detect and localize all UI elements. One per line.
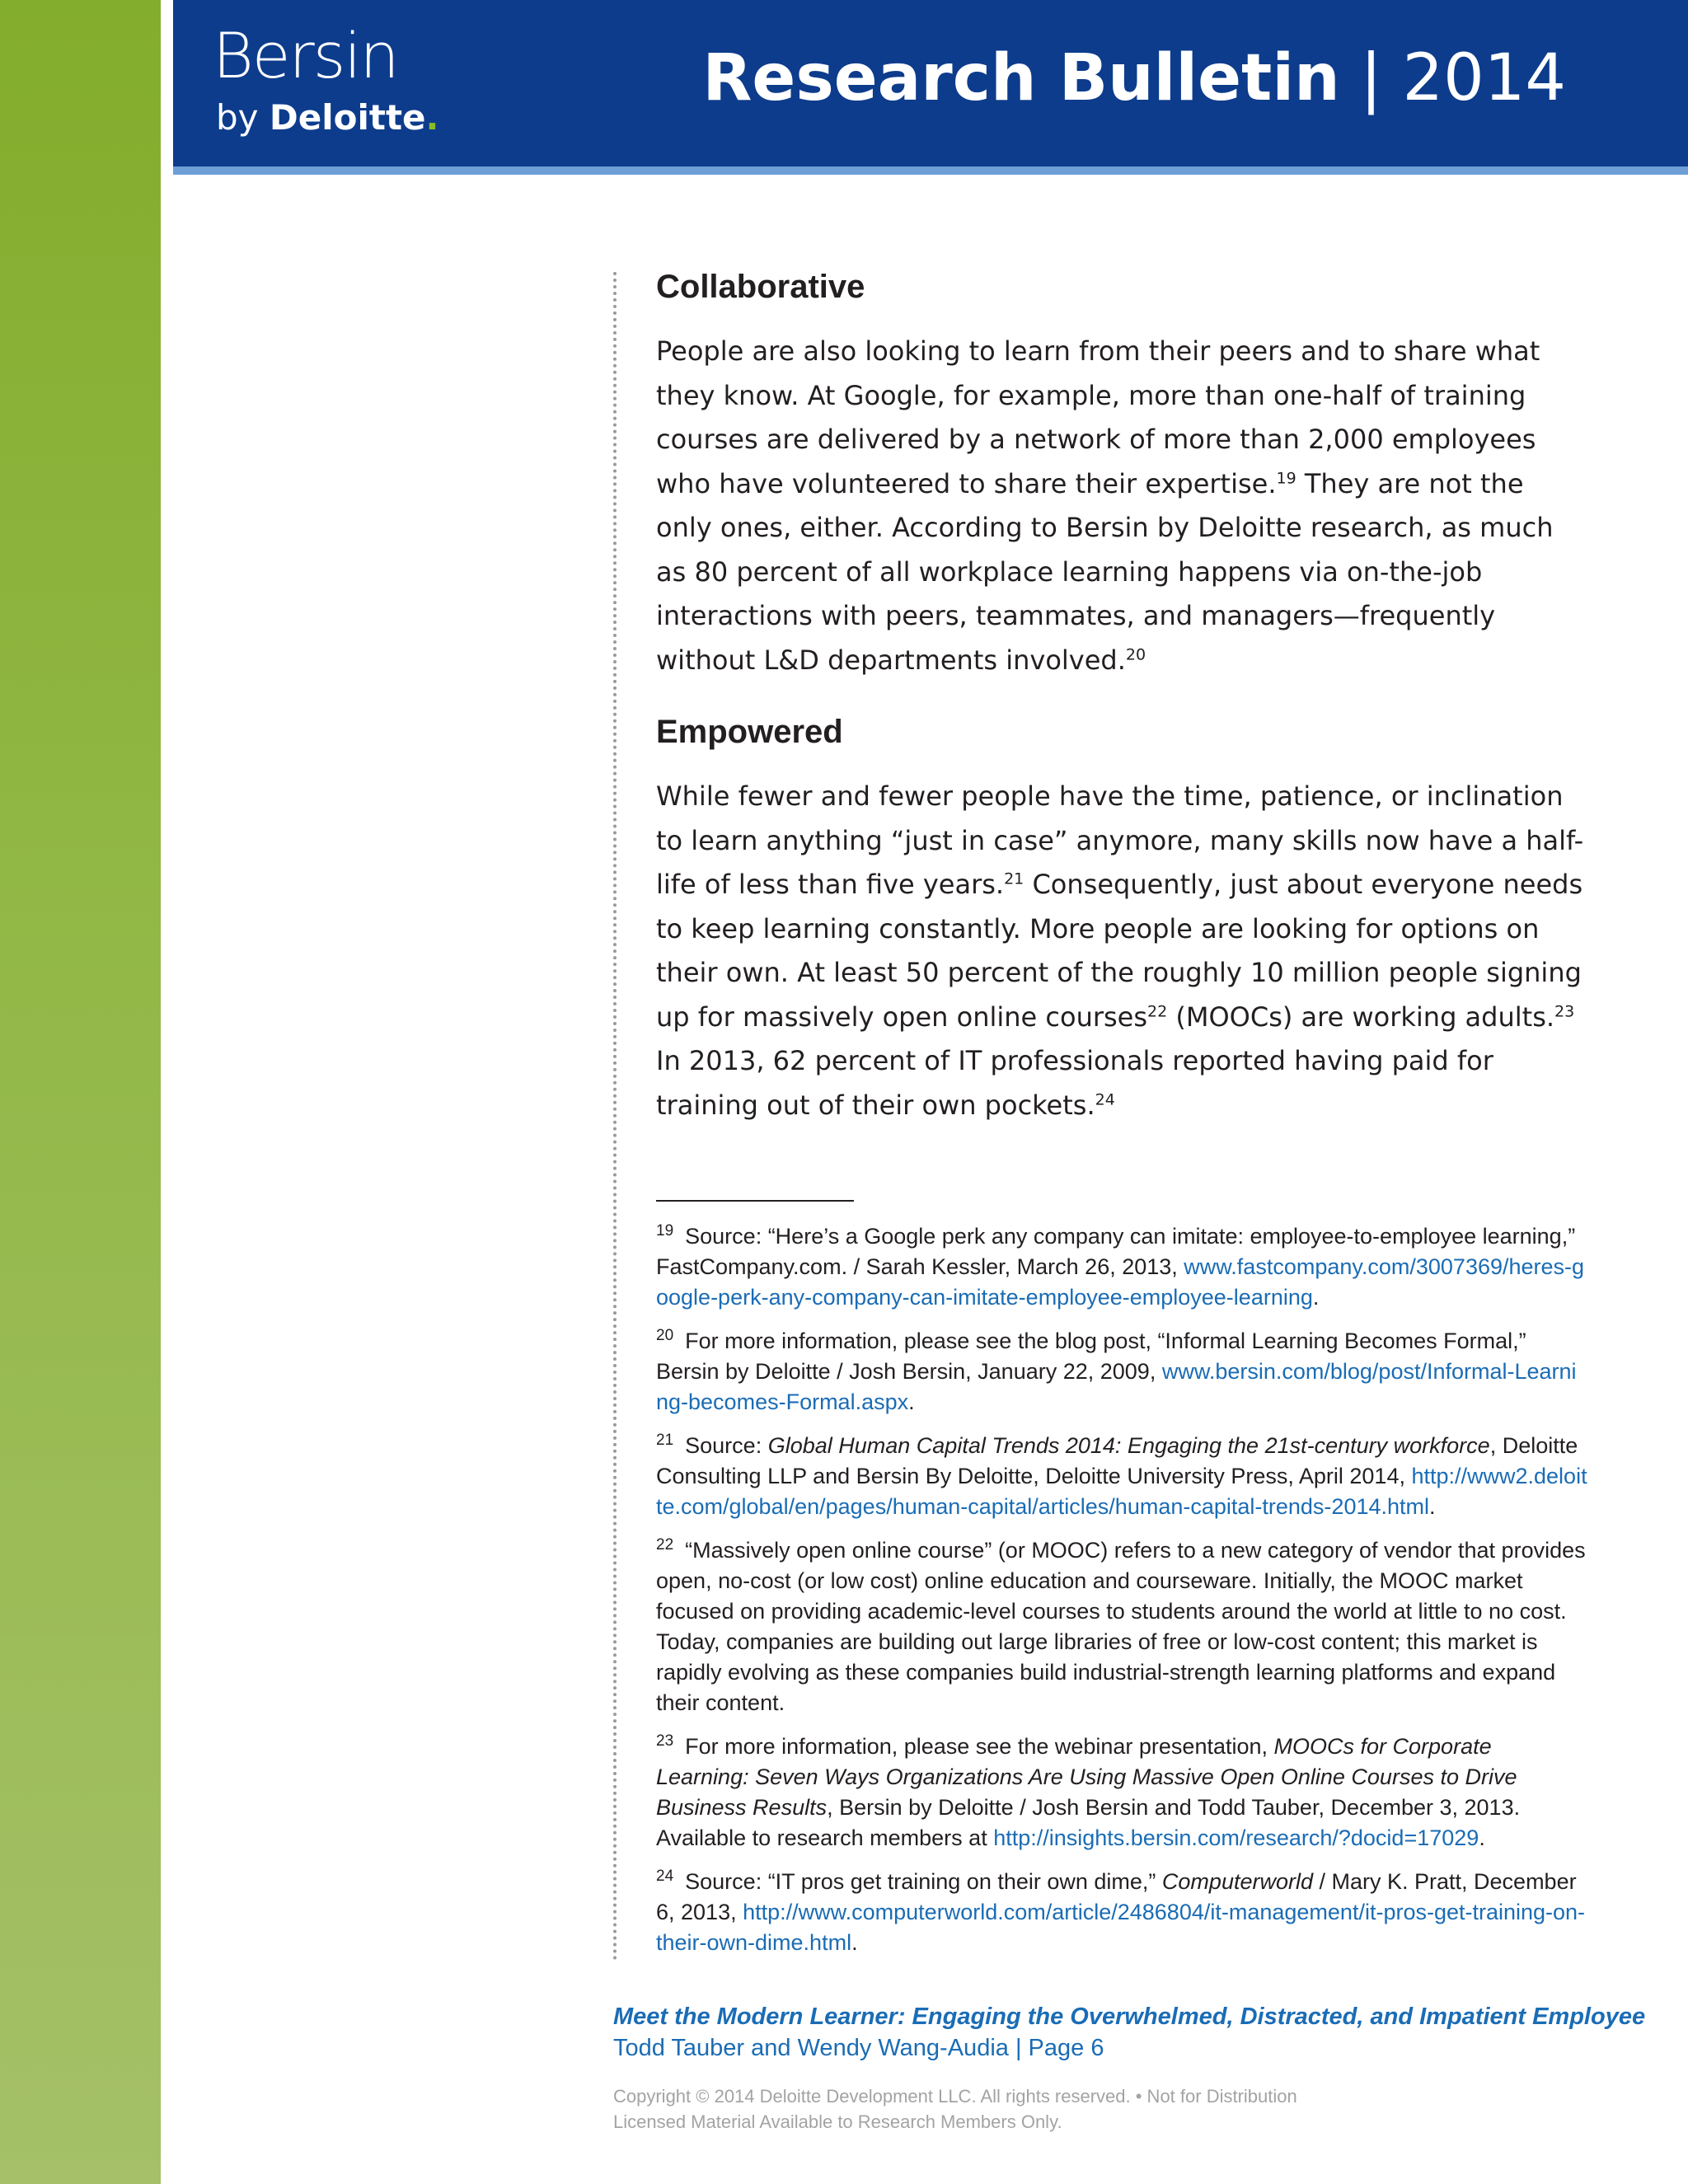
- footnote-23: [656, 1732, 1587, 1854]
- footnote-ref: 24: [1095, 1090, 1115, 1108]
- logo-by: by: [216, 97, 270, 138]
- footer-copyright: [613, 2083, 1652, 2135]
- copyright-line: Copyright © 2014 Deloitte Development LLC. All rights reserved. • Not for Distribution: [613, 2086, 1297, 2107]
- footnote-ref: 19: [1276, 468, 1296, 487]
- footnote-text: Source: “Here’s a Google perk any company can imitate: employee-to-employee learning,” FastCompany.com. / Sarah Kessler, March 26, 2013,: [656, 1224, 1576, 1279]
- section-heading: Empowered: [656, 714, 843, 750]
- footnote-text: , Deloitte Consulting LLP and Bersin By Deloitte, Deloitte University Press, April 2014,: [656, 1433, 1578, 1488]
- footnote-ref: 23: [1554, 1001, 1575, 1020]
- footnote-19: [656, 1221, 1587, 1313]
- footnote-italic-title: MOOCs for Corporate Learning: Seven Ways Organizations Are Using Massive Open Online Courses to Drive Business Results: [656, 1734, 1517, 1820]
- footnote-end: .: [1479, 1825, 1485, 1850]
- by-deloitte-logo: [216, 97, 439, 138]
- bersin-logo: Bersin: [213, 19, 398, 92]
- footnote-text: Source: “IT pros get training on their own dime,”: [685, 1869, 1162, 1894]
- footnote-end: .: [1312, 1285, 1320, 1310]
- footnote-link[interactable]: www.bersin.com/blog/post/Informal-Learning-becomes-Formal.aspx: [656, 1359, 1577, 1414]
- footnote-end: .: [851, 1930, 858, 1955]
- footnote-ref: 22: [1147, 1001, 1168, 1020]
- footnote-24: [656, 1867, 1587, 1958]
- footnote-text: / Mary K. Pratt, December 6, 2013,: [656, 1869, 1577, 1924]
- dotted-margin-rule: [613, 272, 617, 1961]
- para-text: They are not the only ones, either. According to Bersin by Deloitte research, as much as 80 percent of all workplace learning happens via on-the-job interactions with peers, teammates, and managers—frequently without L&D departments involved.: [656, 467, 1554, 676]
- footnote-text: Source:: [685, 1433, 768, 1458]
- footnote-number: 24: [656, 1868, 674, 1885]
- footer-authors-page: Todd Tauber and Wendy Wang-Audia | Page 6: [613, 2035, 1104, 2061]
- footnote-text: For more information, please see the blog post, “Informal Learning Becomes Formal,” Bersin by Deloitte / Josh Bersin, January 22, 2009,: [656, 1329, 1526, 1384]
- license-line: Licensed Material Available to Research Members Only.: [613, 2111, 1062, 2132]
- section-collaborative: [656, 262, 1587, 682]
- footnote-italic-title: Global Human Capital Trends 2014: Engaging the 21st-century workforce: [767, 1433, 1490, 1458]
- footnote-link[interactable]: http://insights.bersin.com/research/?docid=17029: [993, 1825, 1479, 1850]
- footnote-ref: 20: [1125, 644, 1146, 663]
- footnote-number: 22: [656, 1536, 674, 1554]
- footnote-21: [656, 1431, 1587, 1522]
- footnote-link[interactable]: www.fastcompany.com/3007369/heres-google-perk-any-company-can-imitate-employee-employee-learning: [656, 1254, 1585, 1310]
- footnote-text: , Bersin by Deloitte / Josh Bersin and Todd Tauber, December 3, 2013. Available to research members at: [656, 1795, 1521, 1850]
- green-sidebar: [0, 0, 161, 2184]
- bulletin-year: 2014: [1402, 41, 1566, 115]
- footnote-italic-title: Computerworld: [1161, 1869, 1313, 1894]
- title-separator: |: [1339, 41, 1403, 115]
- footnote-number: 21: [656, 1432, 674, 1449]
- footnote-number: 19: [656, 1222, 674, 1240]
- para-text: While fewer and fewer people have the time, patience, or inclination to learn anything “just in case” anymore, many skills now have a half-life of less than five years.: [656, 780, 1584, 900]
- section-heading: Collaborative: [656, 269, 865, 305]
- footnote-text: For more information, please see the webinar presentation,: [685, 1734, 1274, 1759]
- footnote-divider: [656, 1200, 854, 1202]
- footnote-end: .: [1429, 1494, 1436, 1519]
- section-paragraph: [656, 330, 1587, 682]
- footnote-end: .: [908, 1390, 915, 1414]
- footnote-number: 23: [656, 1732, 674, 1750]
- footnote-number: 20: [656, 1327, 674, 1344]
- footnote-20: [656, 1326, 1587, 1418]
- footer-report-title: Meet the Modern Learner: Engaging the Overwhelmed, Distracted, and Impatient Employee: [613, 2004, 1646, 2030]
- footnote-22: [656, 1535, 1587, 1718]
- bulletin-title: Research Bulletin: [702, 41, 1340, 115]
- logo-dot: .: [425, 97, 439, 138]
- page-footer: [613, 2001, 1652, 2135]
- para-text: In 2013, 62 percent of IT professionals reported having paid for training out of their own pockets.: [656, 1045, 1493, 1121]
- footnote-link[interactable]: http://www.computerworld.com/article/2486804/it-management/it-pros-get-training-on-their-own-dime.html: [656, 1900, 1586, 1955]
- footnote-link[interactable]: http://www2.deloitte.com/global/en/pages/human-capital/articles/human-capital-trends-2014.html: [656, 1464, 1587, 1519]
- header-title: [702, 41, 1566, 115]
- footnote-text: “Massively open online course” (or MOOC) refers to a new category of vendor that provides open, no-cost (or low cost) online education and courseware. Initially, the MOOC market focused on providing academic-level courses to students around the world at little to no cost. Today, companies are building out large libraries of free or low-cost content; this market is rapidly evolving as these companies build industrial-strength learning platforms and expand their content.: [656, 1538, 1586, 1715]
- main-content: [656, 262, 1587, 1971]
- section-paragraph: [656, 775, 1587, 1127]
- header-rule: [173, 166, 1688, 175]
- section-empowered: [656, 707, 1587, 1127]
- logo-brand: Deloitte: [269, 97, 426, 138]
- para-text: (MOOCs) are working adults.: [1167, 1001, 1555, 1033]
- footnote-ref: 21: [1004, 869, 1025, 888]
- para-text: People are also looking to learn from their peers and to share what they know. At Google, for example, more than one-half of training courses are delivered by a network of more than 2,000 employees who have volunteered to share their expertise.: [656, 335, 1540, 499]
- footnotes-list: [656, 1221, 1587, 1958]
- para-text: Consequently, just about everyone needs to keep learning constantly. More people are looking for options on their own. At least 50 percent of the roughly 10 million people signing up for massively open online courses: [656, 869, 1583, 1033]
